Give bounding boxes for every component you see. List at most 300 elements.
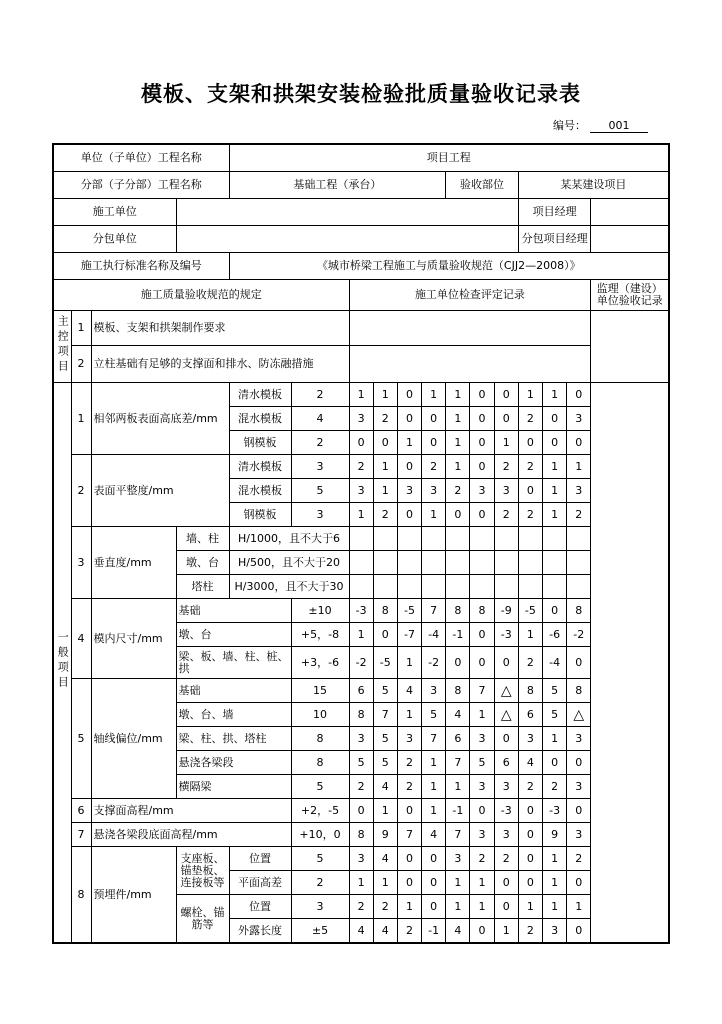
table-row (53, 823, 669, 847)
measured-value: 3 (397, 727, 421, 751)
measured-value: -2 (349, 647, 373, 679)
check-header: 施工单位检查评定记录 (349, 280, 591, 311)
allowed-deviation: 8 (291, 751, 349, 775)
main-supervisor-record (591, 311, 669, 383)
main-item-record (349, 311, 591, 346)
measured-value: 1 (446, 775, 470, 799)
measured-value (543, 551, 567, 575)
measured-value: 0 (470, 623, 494, 647)
measured-value: 1 (349, 871, 373, 895)
measured-value: 2 (543, 775, 567, 799)
sub-item: 清水模板 (229, 383, 291, 407)
measured-value: 0 (567, 799, 591, 823)
measured-value: 3 (470, 479, 494, 503)
measured-value: 0 (518, 479, 542, 503)
measured-value (446, 575, 470, 599)
measured-value: 1 (446, 895, 470, 919)
measured-value: 0 (422, 847, 446, 871)
measured-value: 1 (543, 871, 567, 895)
measured-value: 0 (543, 407, 567, 431)
measured-value: 1 (543, 847, 567, 871)
measured-value: 1 (494, 919, 518, 944)
table-row (53, 847, 669, 871)
measured-value: 1 (397, 703, 421, 727)
measured-value: 1 (373, 383, 397, 407)
measured-value: 8 (349, 703, 373, 727)
measured-value (494, 575, 518, 599)
measured-value (397, 575, 421, 599)
measured-value: 3 (470, 775, 494, 799)
measured-value: -3 (543, 799, 567, 823)
form-number-label: 编号： (553, 119, 586, 132)
measured-value: 1 (446, 455, 470, 479)
main-item-record (349, 346, 591, 383)
measured-value: 7 (397, 823, 421, 847)
measured-value: 1 (397, 431, 421, 455)
measured-value: 1 (543, 503, 567, 527)
measured-value: 5 (470, 751, 494, 775)
measured-value (494, 527, 518, 551)
measured-value: 9 (543, 823, 567, 847)
allowed-deviation: 5 (291, 775, 349, 799)
measured-value: -5 (397, 599, 421, 623)
measured-value: 5 (373, 751, 397, 775)
measured-value: 2 (518, 503, 542, 527)
measured-value: 1 (349, 383, 373, 407)
measured-value: 5 (349, 751, 373, 775)
measured-value: 1 (422, 751, 446, 775)
sub-item: 基础 (176, 679, 291, 703)
sub-item: 墩、台、墙 (176, 703, 291, 727)
measured-value (494, 551, 518, 575)
measured-value: 4 (373, 775, 397, 799)
measured-value: 2 (518, 775, 542, 799)
measured-value: 0 (494, 727, 518, 751)
measured-value: 8 (446, 599, 470, 623)
sub-item: 外露长度 (229, 919, 291, 944)
measured-value: 4 (518, 751, 542, 775)
measured-value: 6 (518, 703, 542, 727)
measured-value: 3 (349, 407, 373, 431)
measured-value: 3 (518, 727, 542, 751)
item-name: 预埋件/mm (91, 847, 176, 944)
measured-value: 0 (567, 919, 591, 944)
sub-project-label: 分部（子分部）工程名称 (53, 172, 229, 199)
measured-value: 0 (470, 431, 494, 455)
measured-value: 3 (470, 823, 494, 847)
measured-value: 1 (494, 431, 518, 455)
measured-value: -9 (494, 599, 518, 623)
measured-value: 1 (470, 871, 494, 895)
measured-value: 3 (349, 727, 373, 751)
measured-value: 0 (470, 455, 494, 479)
measured-value: 0 (518, 823, 542, 847)
allowed-deviation: 5 (291, 479, 349, 503)
contractor-label: 施工单位 (53, 199, 176, 226)
item-name: 垂直度/mm (91, 527, 176, 599)
warning-triangle-icon: △ (494, 703, 518, 727)
measured-value: 0 (494, 647, 518, 679)
sub-item: 梁、柱、拱、塔柱 (176, 727, 291, 751)
allowed-deviation: 10 (291, 703, 349, 727)
sub-project-value: 基础工程（承台） (229, 172, 446, 199)
measured-value: 1 (373, 479, 397, 503)
allowed-deviation: 3 (291, 895, 349, 919)
measured-value: 2 (567, 503, 591, 527)
measured-value: 1 (422, 503, 446, 527)
measured-value: 0 (494, 383, 518, 407)
sub-pm-value (591, 226, 669, 253)
measured-value: 4 (397, 679, 421, 703)
measured-value (397, 527, 421, 551)
measured-value: -3 (494, 799, 518, 823)
item-name: 支撑面高程/mm (91, 799, 291, 823)
measured-value: 5 (373, 679, 397, 703)
measured-value: 0 (470, 799, 494, 823)
measured-value: 1 (397, 895, 421, 919)
measured-value: 3 (567, 775, 591, 799)
measured-value: -2 (567, 623, 591, 647)
measured-value: 1 (446, 407, 470, 431)
measured-value (518, 551, 542, 575)
measured-value (373, 551, 397, 575)
measured-value (349, 575, 373, 599)
measured-value: 0 (518, 431, 542, 455)
sub-item: 横隔梁 (176, 775, 291, 799)
measured-value: 7 (422, 599, 446, 623)
subcontractor-value (176, 226, 518, 253)
measured-value: -5 (518, 599, 542, 623)
measured-value: 0 (518, 847, 542, 871)
measured-value: 2 (397, 919, 421, 944)
item-name: 模内尺寸/mm (91, 599, 176, 679)
sub-item: 梁、板、墙、柱、桩、拱 (176, 647, 291, 679)
measured-value (543, 575, 567, 599)
item-no: 6 (71, 799, 91, 823)
measured-value (446, 551, 470, 575)
item-name: 轴线偏位/mm (91, 679, 176, 799)
allowed-deviation: 8 (291, 727, 349, 751)
measured-value: 1 (518, 383, 542, 407)
measured-value: 0 (518, 871, 542, 895)
sub-item: 钢模板 (229, 503, 291, 527)
measured-value: 8 (349, 823, 373, 847)
sub-item: 塔柱 (176, 575, 229, 599)
measured-value: 0 (397, 871, 421, 895)
measured-value: 3 (349, 847, 373, 871)
form-number-value: 001 (590, 119, 648, 133)
measured-value: 1 (446, 431, 470, 455)
measured-value: 2 (446, 479, 470, 503)
measured-value: 1 (543, 455, 567, 479)
measured-value: 1 (349, 503, 373, 527)
measured-value: 0 (567, 431, 591, 455)
measured-value: 0 (397, 799, 421, 823)
measured-value: -6 (543, 623, 567, 647)
table-row (53, 799, 669, 823)
measured-value: 3 (543, 919, 567, 944)
measured-value (470, 527, 494, 551)
measured-value: 2 (397, 751, 421, 775)
measured-value: 2 (567, 847, 591, 871)
allowed-deviation: 5 (291, 847, 349, 871)
measured-value: -1 (446, 623, 470, 647)
allowed-deviation: 2 (291, 383, 349, 407)
supervisor-header: 监理（建设）单位验收记录 (591, 280, 669, 311)
measured-value: 0 (470, 919, 494, 944)
measured-value: 1 (373, 455, 397, 479)
measured-value: 0 (567, 383, 591, 407)
measured-value (349, 527, 373, 551)
measured-value: 3 (494, 823, 518, 847)
measured-value: 8 (446, 679, 470, 703)
measured-value (349, 551, 373, 575)
measured-value: 3 (349, 479, 373, 503)
measured-value: 5 (422, 703, 446, 727)
measured-value: 7 (446, 823, 470, 847)
allowed-deviation: H/1000，且不大于6 (229, 527, 349, 551)
measured-value: 1 (543, 727, 567, 751)
measured-value: 0 (397, 503, 421, 527)
measured-value: 6 (349, 679, 373, 703)
measured-value: 0 (567, 751, 591, 775)
measured-value: 0 (494, 895, 518, 919)
measured-value: -4 (543, 647, 567, 679)
warning-triangle-icon: △ (494, 679, 518, 703)
sub-item: 清水模板 (229, 455, 291, 479)
allowed-deviation: H/3000，且不大于30 (229, 575, 349, 599)
measured-value: 0 (349, 799, 373, 823)
measured-value (470, 575, 494, 599)
warning-triangle-icon: △ (567, 703, 591, 727)
form-number (553, 117, 648, 133)
spec-header: 施工质量验收规范的规定 (53, 280, 349, 311)
sub-item: 混水模板 (229, 407, 291, 431)
measured-value: 0 (543, 431, 567, 455)
measured-value: 1 (518, 623, 542, 647)
sub-item: 位置 (229, 895, 291, 919)
measured-value: 2 (518, 919, 542, 944)
measured-value: 3 (470, 727, 494, 751)
measured-value: 0 (422, 895, 446, 919)
measured-value: 0 (373, 431, 397, 455)
measured-value: 0 (373, 623, 397, 647)
measured-value: 0 (470, 407, 494, 431)
standard-value: 《城市桥梁工程施工与质量验收规范（CJJ2—2008）》 (229, 253, 669, 280)
item-no: 4 (71, 599, 91, 679)
general-category: 一般项目 (53, 383, 71, 944)
measured-value: 1 (422, 775, 446, 799)
table-row (53, 455, 669, 479)
measured-value (567, 527, 591, 551)
measured-value: -3 (349, 599, 373, 623)
measured-value: 2 (373, 503, 397, 527)
measured-value: 0 (470, 647, 494, 679)
measured-value: 5 (543, 703, 567, 727)
measured-value: 8 (470, 599, 494, 623)
measured-value: 1 (446, 871, 470, 895)
measured-value: 2 (494, 503, 518, 527)
measured-value (422, 575, 446, 599)
main-category: 主控项目 (53, 311, 71, 383)
page-title: 模板、支架和拱架安装检验批质量验收记录表 (141, 82, 581, 106)
subcontractor-label: 分包单位 (53, 226, 176, 253)
measured-value (518, 575, 542, 599)
measured-value: 1 (422, 383, 446, 407)
allowed-deviation: 3 (291, 455, 349, 479)
measured-value (518, 527, 542, 551)
measured-value: 3 (567, 479, 591, 503)
measured-value: 0 (470, 383, 494, 407)
table-row (53, 527, 669, 551)
measured-value: 8 (567, 599, 591, 623)
measured-value (397, 551, 421, 575)
measured-value: 0 (397, 383, 421, 407)
measured-value: 0 (397, 847, 421, 871)
measured-value: 1 (543, 383, 567, 407)
measured-value: 8 (373, 599, 397, 623)
measured-value: 0 (518, 799, 542, 823)
measured-value: 5 (543, 679, 567, 703)
measured-value: 2 (349, 455, 373, 479)
measured-value: 2 (494, 847, 518, 871)
acceptance-part-label: 验收部位 (446, 172, 519, 199)
item-no: 2 (71, 455, 91, 527)
allowed-deviation: +2，-5 (291, 799, 349, 823)
pm-value (591, 199, 669, 226)
main-item-no: 2 (71, 346, 91, 383)
measured-value: 0 (446, 503, 470, 527)
measured-value: -1 (446, 799, 470, 823)
main-item-text: 立柱基础有足够的支撑面和排水、防冻融措施 (91, 346, 349, 383)
measured-value: 1 (567, 895, 591, 919)
measured-value: 2 (518, 407, 542, 431)
measured-value: 1 (470, 895, 494, 919)
measured-value: 1 (397, 647, 421, 679)
measured-value: 4 (349, 919, 373, 944)
measured-value: 0 (494, 871, 518, 895)
measured-value: 4 (422, 823, 446, 847)
measured-value: 8 (567, 679, 591, 703)
table-row (53, 599, 669, 623)
measured-value: 3 (446, 847, 470, 871)
table-row (53, 679, 669, 703)
measured-value: 0 (543, 751, 567, 775)
measured-value: 2 (518, 455, 542, 479)
allowed-deviation: 3 (291, 503, 349, 527)
measured-value: 3 (494, 479, 518, 503)
measured-value: 2 (518, 647, 542, 679)
measured-value (422, 551, 446, 575)
measured-value: -3 (494, 623, 518, 647)
measured-value: 0 (543, 599, 567, 623)
measured-value: 9 (373, 823, 397, 847)
measured-value: 7 (373, 703, 397, 727)
measured-value: 1 (518, 895, 542, 919)
allowed-deviation: ±5 (291, 919, 349, 944)
sub-group: 支座板、锚垫板、连接板等 (176, 847, 229, 895)
item-no: 1 (71, 383, 91, 455)
pm-label: 项目经理 (518, 199, 591, 226)
measured-value: 3 (567, 727, 591, 751)
sub-item: 墙、柱 (176, 527, 229, 551)
measured-value: 3 (494, 775, 518, 799)
measured-value: 3 (567, 407, 591, 431)
measured-value: 0 (567, 871, 591, 895)
allowed-deviation: 2 (291, 871, 349, 895)
measured-value: 2 (397, 775, 421, 799)
measured-value: 4 (446, 919, 470, 944)
measured-value: 0 (567, 647, 591, 679)
measured-value: 0 (470, 503, 494, 527)
measured-value: 2 (494, 455, 518, 479)
sub-pm-label: 分包项目经理 (518, 226, 591, 253)
measured-value: 0 (349, 431, 373, 455)
allowed-deviation: +5，-8 (291, 623, 349, 647)
measured-value: 1 (543, 479, 567, 503)
item-no: 7 (71, 823, 91, 847)
measured-value: 6 (494, 751, 518, 775)
measured-value: 4 (373, 847, 397, 871)
measured-value: 1 (470, 703, 494, 727)
measured-value: 7 (422, 727, 446, 751)
sub-item: 基础 (176, 599, 291, 623)
allowed-deviation: +10，0 (291, 823, 349, 847)
acceptance-part-value: 某某建设项目 (518, 172, 669, 199)
general-supervisor-record (591, 383, 669, 944)
sub-group: 螺栓、锚筋等 (176, 895, 229, 944)
measured-value: 0 (446, 647, 470, 679)
measured-value (422, 527, 446, 551)
measured-value: 1 (422, 799, 446, 823)
measured-value: 0 (422, 871, 446, 895)
measured-value: -1 (422, 919, 446, 944)
measured-value: 3 (422, 479, 446, 503)
measured-value: 2 (470, 847, 494, 871)
measured-value: 7 (470, 679, 494, 703)
measured-value: 0 (397, 455, 421, 479)
allowed-deviation: 15 (291, 679, 349, 703)
item-name: 相邻两板表面高底差/mm (91, 383, 229, 455)
measured-value: -7 (397, 623, 421, 647)
item-name: 表面平整度/mm (91, 455, 229, 527)
unit-project-label: 单位（子单位）工程名称 (53, 144, 229, 172)
measured-value: 1 (373, 799, 397, 823)
allowed-deviation: 4 (291, 407, 349, 431)
measured-value: 0 (494, 407, 518, 431)
measured-value (543, 527, 567, 551)
measured-value: 2 (349, 775, 373, 799)
measured-value: 4 (446, 703, 470, 727)
sub-item: 平面高差 (229, 871, 291, 895)
measured-value: 5 (373, 727, 397, 751)
measured-value (567, 575, 591, 599)
item-no: 8 (71, 847, 91, 944)
measured-value: 2 (349, 895, 373, 919)
measured-value (470, 551, 494, 575)
measured-value (373, 527, 397, 551)
sub-item: 位置 (229, 847, 291, 871)
measured-value: 3 (422, 679, 446, 703)
measured-value: 1 (349, 623, 373, 647)
standard-label: 施工执行标准名称及编号 (53, 253, 229, 280)
measured-value: -5 (373, 647, 397, 679)
sub-item: 悬浇各梁段 (176, 751, 291, 775)
measured-value: -2 (422, 647, 446, 679)
unit-project-value: 项目工程 (229, 144, 669, 172)
measured-value: 7 (446, 751, 470, 775)
inspection-table (52, 143, 670, 944)
